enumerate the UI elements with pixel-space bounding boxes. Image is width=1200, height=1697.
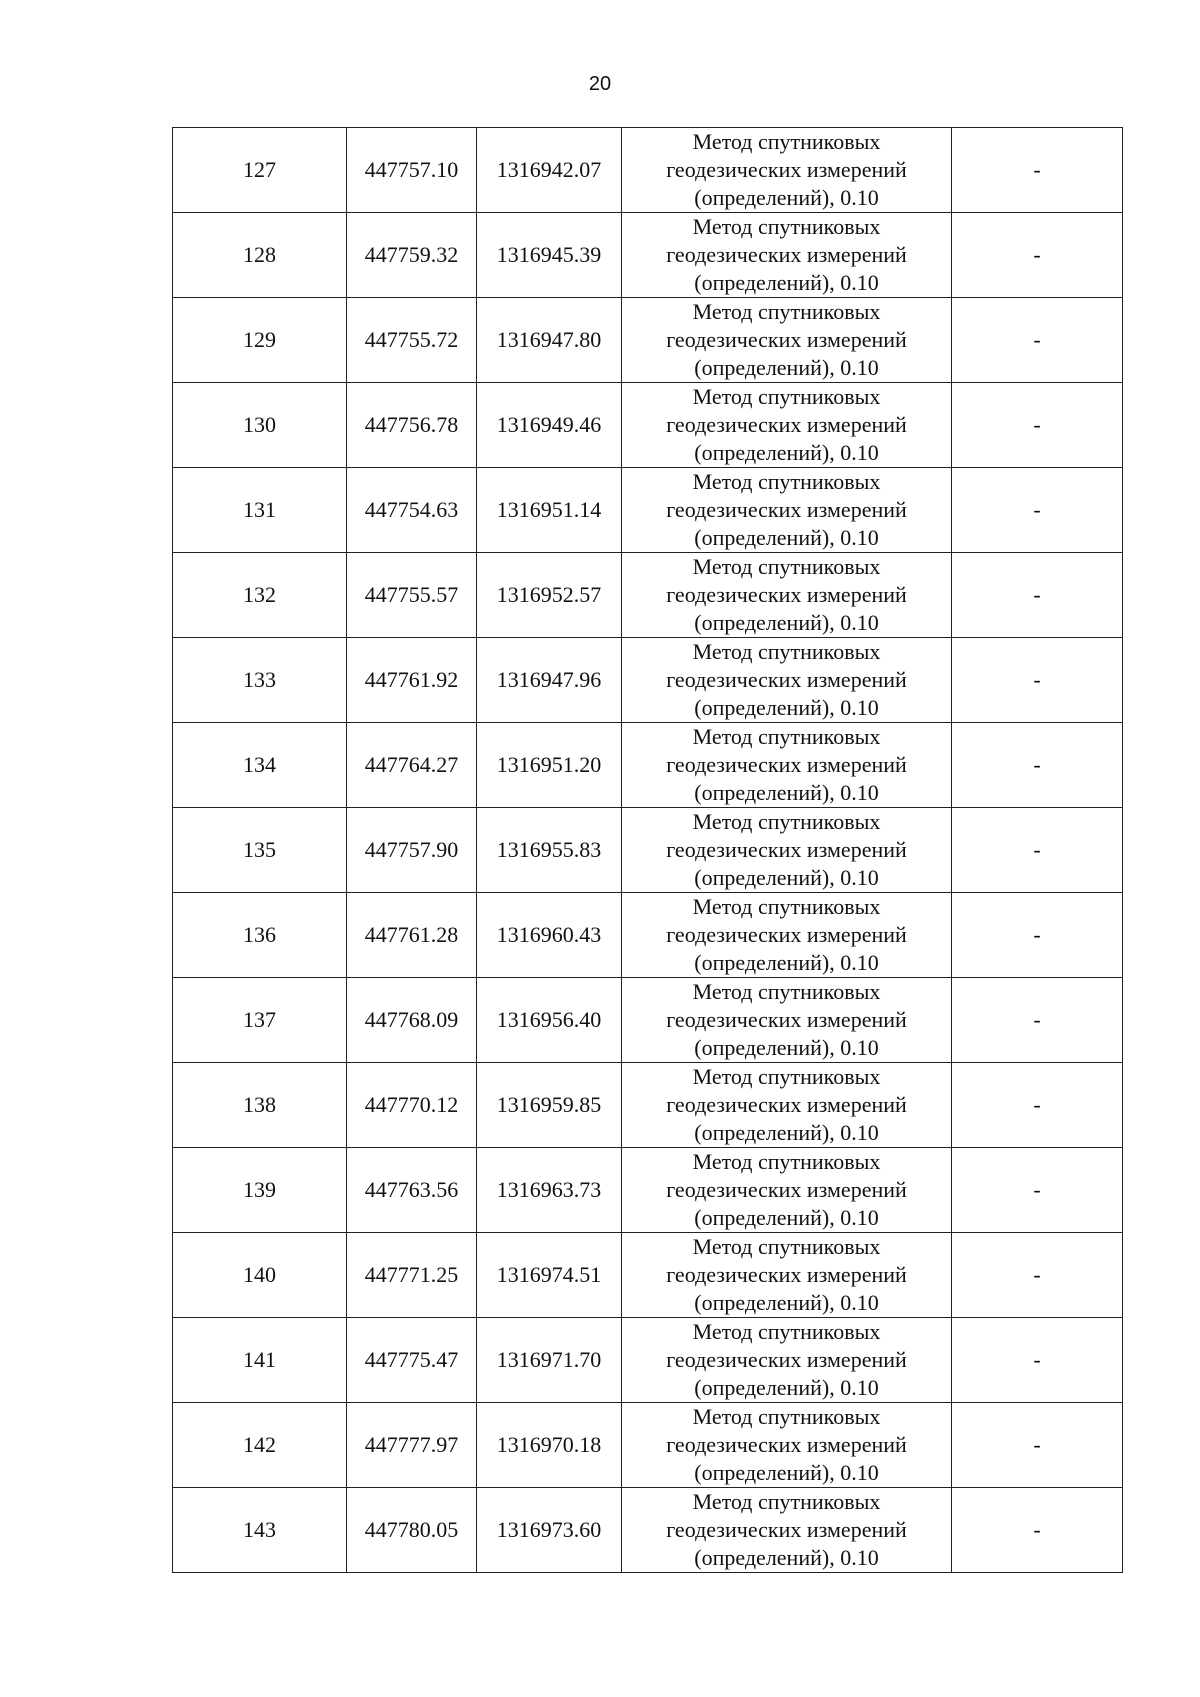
y-coordinate-cell: 1316955.83 [477,808,622,893]
method-line-3: (определений), 0.10 [694,1120,879,1145]
point-number-cell: 132 [173,553,347,638]
method-line-1: Метод спутниковых [692,214,881,239]
x-coordinate-cell: 447764.27 [347,723,477,808]
y-coordinate-cell: 1316947.80 [477,298,622,383]
method-line-2: геодезических измерений [666,1347,907,1372]
x-coordinate-cell: 447757.90 [347,808,477,893]
table-row [173,1488,1123,1573]
method-line-1: Метод спутниковых [692,809,881,834]
point-number-cell: 136 [173,893,347,978]
method-accuracy-cell [622,893,952,978]
method-line-1: Метод спутниковых [692,1064,881,1089]
coordinates-table [172,127,1123,1573]
method-line-2: геодезических измерений [666,1432,907,1457]
table-row [173,298,1123,383]
method-line-3: (определений), 0.10 [694,1545,879,1570]
table-row [173,1233,1123,1318]
table-row [173,468,1123,553]
point-number-cell: 134 [173,723,347,808]
x-coordinate-cell: 447755.72 [347,298,477,383]
point-number-cell: 129 [173,298,347,383]
point-number-cell: 131 [173,468,347,553]
x-coordinate-cell: 447763.56 [347,1148,477,1233]
method-line-2: геодезических измерений [666,922,907,947]
point-number-cell: 137 [173,978,347,1063]
method-accuracy-cell [622,638,952,723]
point-description-cell: - [952,468,1123,553]
method-line-1: Метод спутниковых [692,384,881,409]
page-number: 20 [588,73,612,95]
point-description-cell: - [952,213,1123,298]
point-number-cell: 133 [173,638,347,723]
method-line-2: геодезических измерений [666,1177,907,1202]
method-line-3: (определений), 0.10 [694,1290,879,1315]
method-line-2: геодезических измерений [666,837,907,862]
method-line-1: Метод спутниковых [692,724,881,749]
y-coordinate-cell: 1316952.57 [477,553,622,638]
point-number-cell: 135 [173,808,347,893]
point-description-cell: - [952,1063,1123,1148]
point-description-cell: - [952,1148,1123,1233]
point-description-cell: - [952,638,1123,723]
method-line-2: геодезических измерений [666,242,907,267]
method-accuracy-cell [622,213,952,298]
point-description-cell: - [952,978,1123,1063]
table-row [173,1063,1123,1148]
y-coordinate-cell: 1316971.70 [477,1318,622,1403]
point-number-cell: 127 [173,128,347,213]
x-coordinate-cell: 447754.63 [347,468,477,553]
point-description-cell: - [952,1488,1123,1573]
method-line-2: геодезических измерений [666,327,907,352]
method-line-3: (определений), 0.10 [694,1205,879,1230]
method-accuracy-cell [622,978,952,1063]
y-coordinate-cell: 1316949.46 [477,383,622,468]
method-line-1: Метод спутниковых [692,554,881,579]
method-accuracy-cell [622,1063,952,1148]
method-accuracy-cell [622,723,952,808]
method-line-2: геодезических измерений [666,1517,907,1542]
method-line-1: Метод спутниковых [692,1489,881,1514]
method-line-2: геодезических измерений [666,497,907,522]
point-description-cell: - [952,1233,1123,1318]
x-coordinate-cell: 447757.10 [347,128,477,213]
table-row [173,723,1123,808]
method-line-3: (определений), 0.10 [694,440,879,465]
x-coordinate-cell: 447780.05 [347,1488,477,1573]
table-row [173,638,1123,723]
y-coordinate-cell: 1316942.07 [477,128,622,213]
method-line-3: (определений), 0.10 [694,185,879,210]
method-line-3: (определений), 0.10 [694,1035,879,1060]
method-line-3: (определений), 0.10 [694,1460,879,1485]
method-line-2: геодезических измерений [666,412,907,437]
table-row [173,128,1123,213]
point-number-cell: 143 [173,1488,347,1573]
method-line-3: (определений), 0.10 [694,1375,879,1400]
point-description-cell: - [952,128,1123,213]
method-accuracy-cell [622,383,952,468]
table-row [173,553,1123,638]
x-coordinate-cell: 447761.28 [347,893,477,978]
y-coordinate-cell: 1316951.20 [477,723,622,808]
table-row [173,383,1123,468]
method-accuracy-cell [622,553,952,638]
method-accuracy-cell [622,1318,952,1403]
table-row [173,1318,1123,1403]
point-description-cell: - [952,723,1123,808]
method-line-1: Метод спутниковых [692,129,881,154]
method-line-1: Метод спутниковых [692,1404,881,1429]
x-coordinate-cell: 447755.57 [347,553,477,638]
y-coordinate-cell: 1316960.43 [477,893,622,978]
method-line-1: Метод спутниковых [692,1319,881,1344]
point-number-cell: 130 [173,383,347,468]
x-coordinate-cell: 447761.92 [347,638,477,723]
x-coordinate-cell: 447777.97 [347,1403,477,1488]
x-coordinate-cell: 447775.47 [347,1318,477,1403]
method-line-2: геодезических измерений [666,1092,907,1117]
x-coordinate-cell: 447759.32 [347,213,477,298]
method-line-2: геодезических измерений [666,1007,907,1032]
method-line-3: (определений), 0.10 [694,780,879,805]
coordinates-table-body [173,128,1123,1573]
method-accuracy-cell [622,1148,952,1233]
method-line-2: геодезических измерений [666,752,907,777]
point-number-cell: 128 [173,213,347,298]
table-row [173,808,1123,893]
y-coordinate-cell: 1316951.14 [477,468,622,553]
x-coordinate-cell: 447756.78 [347,383,477,468]
method-line-1: Метод спутниковых [692,299,881,324]
method-line-3: (определений), 0.10 [694,610,879,635]
table-row [173,1148,1123,1233]
x-coordinate-cell: 447770.12 [347,1063,477,1148]
method-line-1: Метод спутниковых [692,469,881,494]
y-coordinate-cell: 1316945.39 [477,213,622,298]
method-line-3: (определений), 0.10 [694,865,879,890]
y-coordinate-cell: 1316974.51 [477,1233,622,1318]
y-coordinate-cell: 1316959.85 [477,1063,622,1148]
method-line-3: (определений), 0.10 [694,525,879,550]
method-accuracy-cell [622,1403,952,1488]
point-number-cell: 139 [173,1148,347,1233]
method-accuracy-cell [622,1488,952,1573]
table-row [173,978,1123,1063]
point-number-cell: 138 [173,1063,347,1148]
x-coordinate-cell: 447771.25 [347,1233,477,1318]
method-accuracy-cell [622,468,952,553]
method-accuracy-cell [622,298,952,383]
method-line-3: (определений), 0.10 [694,695,879,720]
point-number-cell: 140 [173,1233,347,1318]
method-line-3: (определений), 0.10 [694,270,879,295]
method-accuracy-cell [622,128,952,213]
method-line-1: Метод спутниковых [692,894,881,919]
point-number-cell: 141 [173,1318,347,1403]
point-description-cell: - [952,1318,1123,1403]
point-description-cell: - [952,893,1123,978]
method-accuracy-cell [622,808,952,893]
point-description-cell: - [952,808,1123,893]
method-line-3: (определений), 0.10 [694,950,879,975]
method-line-1: Метод спутниковых [692,1149,881,1174]
table-row [173,213,1123,298]
y-coordinate-cell: 1316963.73 [477,1148,622,1233]
method-line-1: Метод спутниковых [692,979,881,1004]
table-row [173,1403,1123,1488]
method-line-2: геодезических измерений [666,157,907,182]
table-row [173,893,1123,978]
method-line-1: Метод спутниковых [692,1234,881,1259]
y-coordinate-cell: 1316956.40 [477,978,622,1063]
y-coordinate-cell: 1316970.18 [477,1403,622,1488]
method-line-1: Метод спутниковых [692,639,881,664]
method-line-2: геодезических измерений [666,667,907,692]
point-description-cell: - [952,298,1123,383]
y-coordinate-cell: 1316973.60 [477,1488,622,1573]
x-coordinate-cell: 447768.09 [347,978,477,1063]
point-description-cell: - [952,383,1123,468]
method-line-2: геодезических измерений [666,582,907,607]
point-number-cell: 142 [173,1403,347,1488]
method-accuracy-cell [622,1233,952,1318]
method-line-2: геодезических измерений [666,1262,907,1287]
point-description-cell: - [952,1403,1123,1488]
method-line-3: (определений), 0.10 [694,355,879,380]
y-coordinate-cell: 1316947.96 [477,638,622,723]
point-description-cell: - [952,553,1123,638]
